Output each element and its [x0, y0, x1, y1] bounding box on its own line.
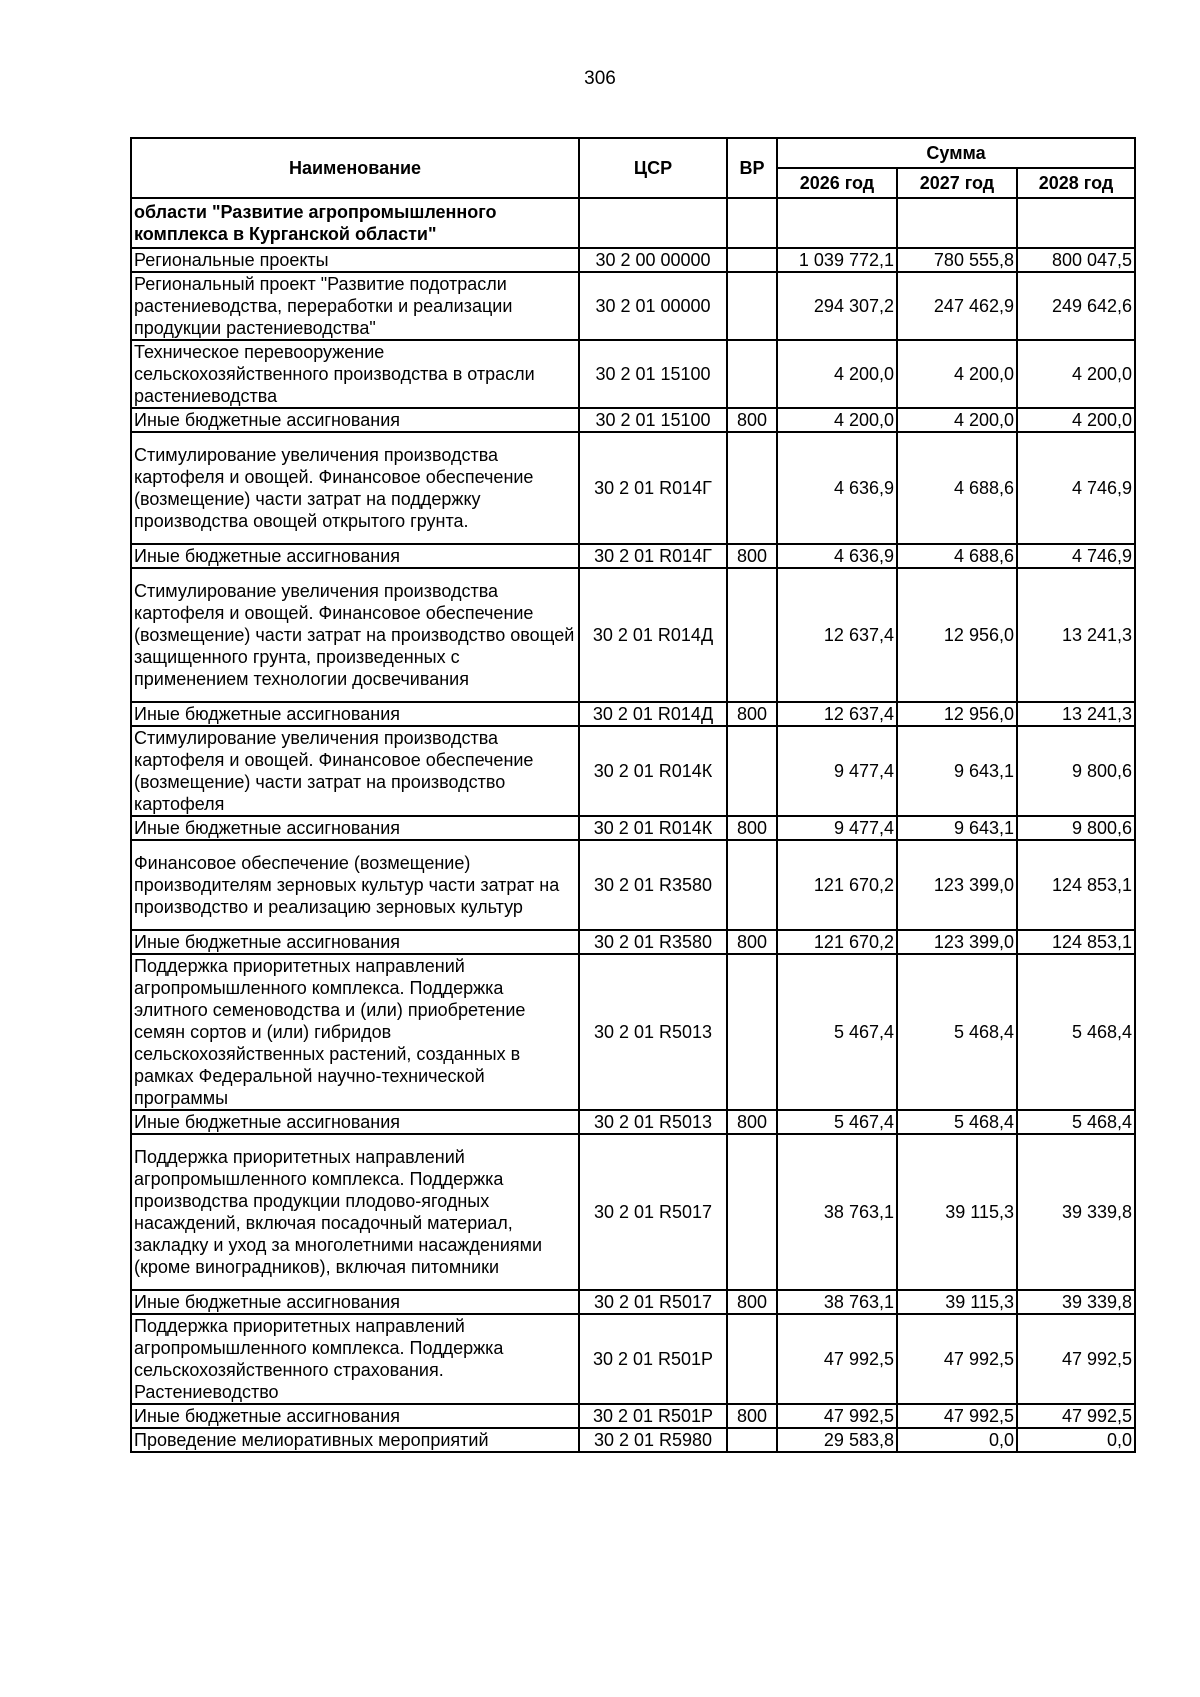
row-sum-2026: 47 992,5: [777, 1404, 897, 1428]
row-name: Региональные проекты: [131, 248, 579, 272]
row-vr: [727, 340, 777, 408]
row-sum-2028: 4 200,0: [1017, 408, 1135, 432]
row-name: Финансовое обеспечение (возмещение) производителям зерновых культур части затрат на производство и реализацию зерновых культур: [131, 840, 579, 930]
row-sum-2027: 0,0: [897, 1428, 1017, 1452]
header-name: Наименование: [131, 138, 579, 198]
row-vr: [727, 1314, 777, 1404]
row-name: Региональный проект "Развитие подотрасли растениеводства, переработки и реализации продукции растениеводства": [131, 272, 579, 340]
row-name: Стимулирование увеличения производства картофеля и овощей. Финансовое обеспечение (возмещение) части затрат на поддержку производства овощей открытого грунта.: [131, 432, 579, 544]
row-vr: 800: [727, 408, 777, 432]
row-sum-2028: 47 992,5: [1017, 1404, 1135, 1428]
table-row: [131, 340, 1135, 408]
row-csr: 30 2 01 R014К: [579, 726, 727, 816]
table-row: [131, 248, 1135, 272]
row-name: Стимулирование увеличения производства картофеля и овощей. Финансовое обеспечение (возмещение) части затрат на производство картофеля: [131, 726, 579, 816]
row-name: Иные бюджетные ассигнования: [131, 1290, 579, 1314]
row-sum-2028: 39 339,8: [1017, 1290, 1135, 1314]
table-body: [131, 198, 1135, 1452]
table-row: [131, 1110, 1135, 1134]
row-csr: 30 2 01 R5017: [579, 1134, 727, 1290]
row-sum-2027: 5 468,4: [897, 954, 1017, 1110]
row-sum-2027: 4 688,6: [897, 432, 1017, 544]
row-sum-2028: 124 853,1: [1017, 930, 1135, 954]
row-csr: 30 2 01 00000: [579, 272, 727, 340]
row-sum-2028: 249 642,6: [1017, 272, 1135, 340]
row-sum-2027: 9 643,1: [897, 816, 1017, 840]
row-vr: [727, 568, 777, 702]
row-vr: 800: [727, 702, 777, 726]
row-sum-2026: 38 763,1: [777, 1290, 897, 1314]
row-vr: 800: [727, 544, 777, 568]
row-sum-2026: 38 763,1: [777, 1134, 897, 1290]
row-sum-2027: 247 462,9: [897, 272, 1017, 340]
row-csr: 30 2 01 R501Р: [579, 1404, 727, 1428]
row-vr: [727, 726, 777, 816]
row-sum-2027: 4 688,6: [897, 544, 1017, 568]
table-row: [131, 1404, 1135, 1428]
row-csr: 30 2 01 R014Д: [579, 702, 727, 726]
budget-table: [130, 137, 1136, 1453]
row-vr: 800: [727, 816, 777, 840]
row-csr: 30 2 01 R014Г: [579, 544, 727, 568]
row-vr: [727, 248, 777, 272]
row-sum-2026: 5 467,4: [777, 1110, 897, 1134]
table-row: [131, 816, 1135, 840]
row-sum-2026: 5 467,4: [777, 954, 897, 1110]
row-sum-2028: 39 339,8: [1017, 1134, 1135, 1290]
row-sum-2028: 5 468,4: [1017, 954, 1135, 1110]
row-vr: [727, 1134, 777, 1290]
row-name: Проведение мелиоративных мероприятий: [131, 1428, 579, 1452]
table-row: [131, 840, 1135, 930]
row-sum-2028: 4 200,0: [1017, 340, 1135, 408]
table-row: [131, 930, 1135, 954]
row-sum-2027: 39 115,3: [897, 1290, 1017, 1314]
table-row: [131, 1290, 1135, 1314]
row-sum-2028: 800 047,5: [1017, 248, 1135, 272]
row-sum-2028: 9 800,6: [1017, 816, 1135, 840]
table-row: [131, 726, 1135, 816]
row-csr: 30 2 01 R3580: [579, 930, 727, 954]
row-sum-2026: 12 637,4: [777, 702, 897, 726]
row-vr: [727, 432, 777, 544]
row-sum-2027: 123 399,0: [897, 840, 1017, 930]
row-sum-2028: 4 746,9: [1017, 544, 1135, 568]
row-sum-2027: 4 200,0: [897, 340, 1017, 408]
row-csr: 30 2 01 R014Д: [579, 568, 727, 702]
row-name: Поддержка приоритетных направлений агропромышленного комплекса. Поддержка производства продукции плодово-ягодных насаждений, включая посадочный материал, закладку и уход за многолетними насаждениями (кроме виноградников), включая питомники: [131, 1134, 579, 1290]
row-vr: 800: [727, 1110, 777, 1134]
row-sum-2026: 12 637,4: [777, 568, 897, 702]
row-sum-2027: 9 643,1: [897, 726, 1017, 816]
row-sum-2027: 4 200,0: [897, 408, 1017, 432]
row-sum-2027: 47 992,5: [897, 1314, 1017, 1404]
row-sum-2026: 9 477,4: [777, 726, 897, 816]
row-name: Иные бюджетные ассигнования: [131, 1404, 579, 1428]
row-sum-2028: 4 746,9: [1017, 432, 1135, 544]
table-row: [131, 954, 1135, 1110]
row-csr: 30 2 01 R3580: [579, 840, 727, 930]
row-name: Иные бюджетные ассигнования: [131, 1110, 579, 1134]
row-name: Иные бюджетные ассигнования: [131, 408, 579, 432]
row-sum-2027: 12 956,0: [897, 702, 1017, 726]
row-sum-2028: 5 468,4: [1017, 1110, 1135, 1134]
row-vr: [727, 1428, 777, 1452]
row-name: Иные бюджетные ассигнования: [131, 702, 579, 726]
row-csr: 30 2 01 R014К: [579, 816, 727, 840]
table-row: [131, 408, 1135, 432]
row-vr: 800: [727, 1290, 777, 1314]
row-vr: [727, 272, 777, 340]
row-sum-2026: 294 307,2: [777, 272, 897, 340]
row-sum-2027: 47 992,5: [897, 1404, 1017, 1428]
row-sum-2027: 780 555,8: [897, 248, 1017, 272]
row-name: Иные бюджетные ассигнования: [131, 930, 579, 954]
row-csr: 30 2 00 00000: [579, 248, 727, 272]
header-year-2026: 2026 год: [777, 168, 897, 198]
row-sum-2028: 124 853,1: [1017, 840, 1135, 930]
row-sum-2026: 9 477,4: [777, 816, 897, 840]
table-row: [131, 1314, 1135, 1404]
row-name: Иные бюджетные ассигнования: [131, 816, 579, 840]
row-sum-2027: 123 399,0: [897, 930, 1017, 954]
page-number: 306: [584, 68, 616, 89]
header-csr: ЦСР: [579, 138, 727, 198]
row-sum-2026: 47 992,5: [777, 1314, 897, 1404]
table-row: [131, 702, 1135, 726]
row-sum-2026: 1 039 772,1: [777, 248, 897, 272]
header-year-2027: 2027 год: [897, 168, 1017, 198]
header-sum: Сумма: [777, 138, 1135, 168]
row-sum-2026: 121 670,2: [777, 840, 897, 930]
table-row: [131, 544, 1135, 568]
row-sum-2026: 29 583,8: [777, 1428, 897, 1452]
row-vr: 800: [727, 1404, 777, 1428]
row-csr: 30 2 01 15100: [579, 408, 727, 432]
row-csr: 30 2 01 R5017: [579, 1290, 727, 1314]
row-sum-2027: 12 956,0: [897, 568, 1017, 702]
header-year-2028: 2028 год: [1017, 168, 1135, 198]
row-csr: 30 2 01 15100: [579, 340, 727, 408]
row-sum-2028: [1017, 198, 1135, 248]
row-vr: [727, 840, 777, 930]
row-csr: 30 2 01 R5013: [579, 1110, 727, 1134]
row-sum-2027: 5 468,4: [897, 1110, 1017, 1134]
table-row: [131, 1134, 1135, 1290]
row-name: Техническое перевооружение сельскохозяйственного производства в отрасли растениеводства: [131, 340, 579, 408]
row-sum-2028: 0,0: [1017, 1428, 1135, 1452]
row-sum-2026: 4 636,9: [777, 432, 897, 544]
row-vr: [727, 954, 777, 1110]
table-row: [131, 1428, 1135, 1452]
row-sum-2026: 4 636,9: [777, 544, 897, 568]
row-csr: [579, 198, 727, 248]
table-row: [131, 198, 1135, 248]
row-sum-2027: [897, 198, 1017, 248]
row-csr: 30 2 01 R501Р: [579, 1314, 727, 1404]
row-sum-2028: 13 241,3: [1017, 568, 1135, 702]
row-vr: [727, 198, 777, 248]
row-sum-2026: 121 670,2: [777, 930, 897, 954]
row-sum-2028: 9 800,6: [1017, 726, 1135, 816]
row-name: Поддержка приоритетных направлений агропромышленного комплекса. Поддержка сельскохозяйственного страхования. Растениеводство: [131, 1314, 579, 1404]
row-csr: 30 2 01 R5980: [579, 1428, 727, 1452]
table-row: [131, 432, 1135, 544]
row-csr: 30 2 01 R014Г: [579, 432, 727, 544]
row-name: области "Развитие агропромышленного комплекса в Курганской области": [131, 198, 579, 248]
row-sum-2028: 13 241,3: [1017, 702, 1135, 726]
row-name: Иные бюджетные ассигнования: [131, 544, 579, 568]
row-sum-2026: 4 200,0: [777, 408, 897, 432]
row-sum-2027: 39 115,3: [897, 1134, 1017, 1290]
row-sum-2026: 4 200,0: [777, 340, 897, 408]
row-vr: 800: [727, 930, 777, 954]
table-row: [131, 568, 1135, 702]
table-row: [131, 272, 1135, 340]
header-row: [131, 138, 1135, 168]
row-name: Поддержка приоритетных направлений агропромышленного комплекса. Поддержка элитного семеноводства и (или) приобретение семян сортов и (или) гибридов сельскохозяйственных растений, созданных в рамках Федеральной научно-технической программы: [131, 954, 579, 1110]
row-csr: 30 2 01 R5013: [579, 954, 727, 1110]
row-sum-2026: [777, 198, 897, 248]
row-sum-2028: 47 992,5: [1017, 1314, 1135, 1404]
header-vr: ВР: [727, 138, 777, 198]
row-name: Стимулирование увеличения производства картофеля и овощей. Финансовое обеспечение (возмещение) части затрат на производство овощей защищенного грунта, произведенных с применением технологии досвечивания: [131, 568, 579, 702]
